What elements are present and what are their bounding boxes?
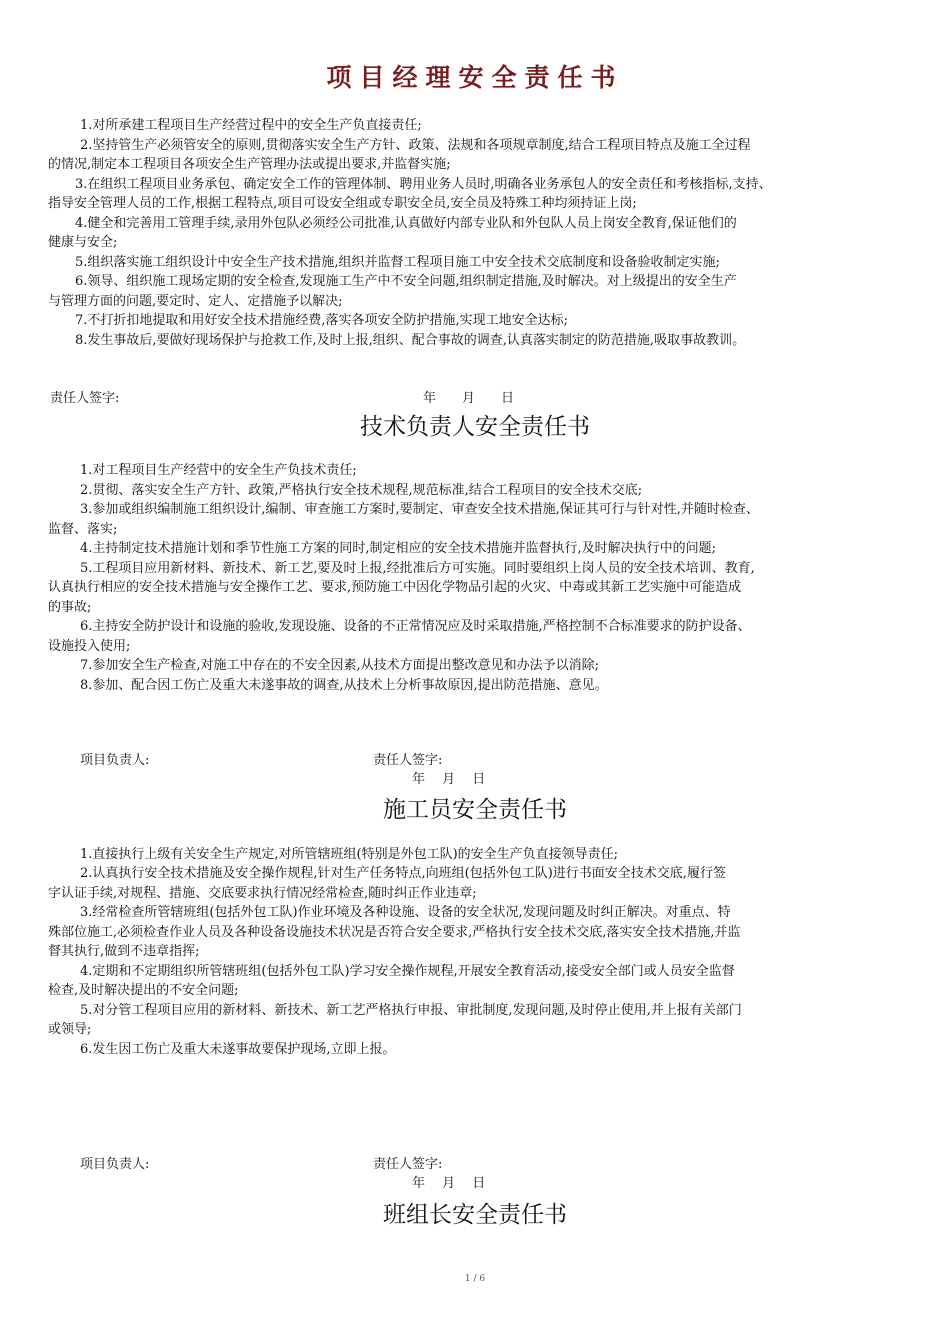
date-label: 年 月 日: [412, 772, 486, 787]
paragraph-line: 2.贯彻、落实安全生产方针、政策,严格执行安全技术规程,规范标准,结合工程项目的安全技术交底;: [80, 483, 643, 498]
paragraph-line: 设施投入使用;: [48, 639, 131, 654]
paragraph-line: 指导安全管理人员的工作,根据工程特点,项目可设安全组或专职安全员,安全员及特殊工种均须持证上岗;: [48, 196, 637, 211]
paragraph-line: 1.对工程项目生产经营中的安全生产负技术责任;: [80, 463, 357, 478]
paragraph-line: 6.发生因工伤亡及重大未遂事故要保护现场,立即上报。: [80, 1042, 396, 1057]
paragraph-line: 5.组织落实施工组织设计中安全生产技术措施,组织并监督工程项目施工中安全技术交底制度和设备验收制定实施;: [75, 255, 720, 270]
paragraph-line: 1.直接执行上级有关安全生产规定,对所管辖班组(特别是外包工队)的安全生产负直接领导责任;: [80, 847, 619, 862]
paragraph-line: 检查,及时解决提出的不安全问题;: [48, 983, 239, 998]
paragraph-line: 与管理方面的问题,要定时、定人、定措施予以解决;: [48, 294, 343, 309]
paragraph-line: 督其执行,做到不违章指挥;: [48, 944, 200, 959]
paragraph-line: 监督、落实;: [48, 522, 118, 537]
paragraph-line: 6.领导、组织施工现场定期的安全检查,发现施工生产中不安全问题,组织制定措施,及时解决。对上级提出的安全生产: [75, 274, 737, 289]
paragraph-line: 字认证手续,对规程、措施、交底要求执行情况经常检查,随时纠正作业违章;: [48, 886, 477, 901]
signer-label: 责任人签字:: [373, 753, 443, 768]
page-number: 1 / 6: [464, 1274, 486, 1284]
paragraph-line: 的事故;: [48, 600, 92, 615]
paragraph-line: 8.参加、配合因工伤亡及重大未遂事故的调查,从技术上分析事故原因,提出防范措施、意见。: [80, 678, 608, 693]
signer-label: 责任人签字:: [50, 391, 120, 406]
paragraph-line: 4.定期和不定期组织所管辖班组(包括外包工队)学习安全操作规程,开展安全教育活动,接受安全部门或人员安全监督: [80, 964, 735, 979]
paragraph-line: 2.认真执行安全技术措施及安全操作规程,针对生产任务特点,向班组(包括外包工队)进行书面安全技术交底,履行签: [80, 866, 726, 881]
title-team-leader: 班组长安全责任书: [383, 1202, 567, 1228]
project-leader-label: 项目负责人:: [80, 1157, 150, 1172]
paragraph-line: 7.不打折扣地提取和用好安全技术措施经费,落实各项安全防护措施,实现工地安全达标;: [75, 313, 569, 328]
paragraph-line: 7.参加安全生产检查,对施工中存在的不安全因素,从技术方面提出整改意见和办法予以消除;: [80, 658, 600, 673]
paragraph-line: 5.对分管工程项目应用的新材料、新技术、新工艺严格执行申报、审批制度,发现问题,及时停止使用,并上报有关部门: [80, 1003, 742, 1018]
project-leader-label: 项目负责人:: [80, 753, 150, 768]
paragraph-line: 或领导;: [48, 1022, 92, 1037]
signer-label: 责任人签字:: [373, 1157, 443, 1172]
title-project-manager: 项目经理安全责任书: [326, 63, 624, 92]
date-label: 年 月 日: [423, 391, 515, 406]
paragraph-line: 4.主持制定技术措施计划和季节性施工方案的同时,制定相应的安全技术措施并监督执行,及时解决执行中的问题;: [80, 541, 717, 556]
paragraph-line: 1.对所承建工程项目生产经营过程中的安全生产负直接责任;: [80, 118, 422, 133]
title-construction-worker: 施工员安全责任书: [383, 797, 567, 823]
paragraph-line: 3.参加或组织编制施工组织设计,编制、审查施工方案时,要制定、审查安全技术措施,保证其可行与针对性,并随时检查、: [80, 502, 759, 517]
paragraph-line: 5.工程项目应用新材料、新技术、新工艺,要及时上报,经批准后方可实施。同时要组织上岗人员的安全技术培训、教育,: [80, 561, 755, 576]
paragraph-line: 3.在组织工程项目业务承包、确定安全工作的管理体制、聘用业务人员时,明确各业务承包人的安全责任和考核指标,支持、: [75, 177, 772, 192]
paragraph-line: 2.坚持管生产必须管安全的原则,贯彻落实安全生产方针、政策、法规和各项规章制度,结合工程项目特点及施工全过程: [80, 138, 751, 153]
paragraph-line: 的情况,制定本工程项目各项安全生产管理办法或提出要求,并监督实施;: [48, 157, 451, 172]
paragraph-line: 8.发生事故后,要做好现场保护与抢救工作,及时上报,组织、配合事故的调查,认真落实制定的防范措施,吸取事故教训。: [75, 333, 746, 348]
paragraph-line: 4.健全和完善用工管理手续,录用外包队必须经公司批准,认真做好内部专业队和外包队人员上岗安全教育,保证他们的: [75, 216, 737, 231]
paragraph-line: 3.经常检查所管辖班组(包括外包工队)作业环境及各种设施、设备的安全状况,发现问题及时纠正解决。对重点、特: [80, 905, 731, 920]
title-technical-lead: 技术负责人安全责任书: [360, 414, 590, 440]
paragraph-line: 健康与安全;: [48, 235, 118, 250]
date-label: 年 月 日: [412, 1176, 486, 1191]
paragraph-line: 认真执行相应的安全技术措施与安全操作工艺、要求,预防施工中因化学物品引起的火灾、中毒或其新工艺实施中可能造成: [48, 580, 742, 595]
paragraph-line: 殊部位施工,必须检查作业人员及各种设备设施技术状况是否符合安全要求,严格执行安全技术交底,落实安全技术措施,并监: [48, 925, 741, 940]
paragraph-line: 6.主持安全防护设计和设施的验收,发现设施、设备的不正常情况应及时采取措施,严格控制不合标准要求的防护设备、: [80, 619, 751, 634]
